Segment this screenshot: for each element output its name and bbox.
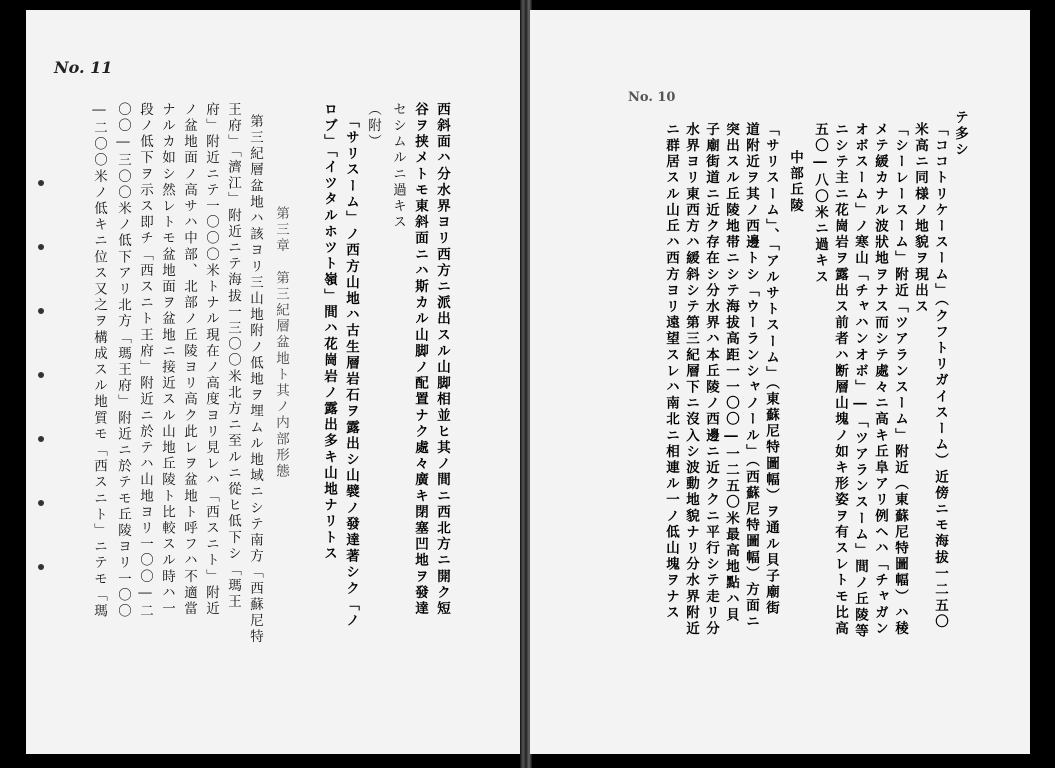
text-column: ―二〇〇米ノ低キニ位ス又之ヲ構成スル地質モ「西スニト」ニテモ「瑪 [91,102,107,620]
text-column: メテ緩カナル波狀地ヲナス而シテ處々ニ高キ丘阜アリ例ヘハ「チャガン [872,122,888,638]
section-heading: 中部丘陵 [787,150,803,215]
text-column: 段ノ低下ヲ示ス即チ「西スニト王府」附近ニ於テハ山地ヨリ一〇〇―二 [137,102,153,620]
text-column: テ多シ [952,110,968,159]
chapter-heading: 第三章 第三紀層盆地ト其ノ内部形態 [273,206,289,480]
text-column: 米高ニ同様ノ地貌ヲ現出ス [912,122,928,316]
text-column: 「ココトリケースーム」（クフトリガイスーム）近傍ニモ海拔一二五〇 [932,122,948,631]
text-column: 道附近ヲ其ノ西邊トシ「ウーランシャノール」（西蘇尼特圖幅）方面ニ [743,122,759,631]
text-column: 王府」「濟江」附近ニテ海拔一三〇〇米北方ニ至ルニ從ヒ低下シ「瑪王 [225,102,241,611]
left-page [26,10,522,754]
text-column: ニシテ主ニ花崗岩ヲ露出ス前者ハ断層山塊ノ如キ形姿ヲ有スレトモ比高 [832,122,848,638]
right-page [530,10,1030,754]
text-column: ノ盆地面ノ高サハ中部、北部ノ丘陵ヨリ高ク此レヲ盆地ト呼フハ不適當 [181,102,197,618]
text-column: 水界ヨリ東西方ハ緩斜シテ第三紀層下ニ沒入シ波動地貌ナリ分水界附近 [683,122,699,638]
text-column: セシムルニ過キス [390,102,406,231]
text-column: 五〇―八〇米ニ過キス [812,122,828,286]
text-column: 谷ヲ挟メトモ東斜面ニハ斯カル山脚ノ配置ナク處々廣キ閉塞凹地ヲ發達 [412,102,428,618]
text-column: ニ群居スル山丘ハ西方ヨリ遠望スレハ南北ニ相連ル一ノ低山塊ヲナス [663,122,679,622]
text-column: 第三紀層盆地ハ該ヨリ三山地附ノ低地ヲ埋ムル地域ニシテ南方「西蘇尼特 [247,114,263,646]
text-column: 突出スル丘陵地帯ニシテ海拔高距一一〇〇―一二五〇米最高地點ハ貝 [723,122,739,624]
text-column: 府」附近ニテ一〇〇〇米トナル現在ノ高度ヨリ見レハ「西スニト」附近 [203,102,219,618]
text-column: 〇〇―三〇〇米ノ低下アリ北方「瑪王府」附近ニ於テモ丘陵ヨリ一〇〇 [115,102,131,620]
text-column: ナルカ如シ然レトモ盆地面ヲ盆地ニ接近スル山地丘陵ト比較スル時ハ一 [159,102,175,618]
text-column: 子廟街道ニ近ク存在シ分水界ハ本丘陵ノ西邊ニ近ククニ平行シテ走リ分 [703,122,719,638]
text-column: 「サリスーム」ノ西方山地ハ古生層岩石ヲ露出シ山襞ノ發達著シク「ノ [343,114,359,630]
text-column: （附） [365,102,381,151]
text-column: 西斜面ハ分水界ヨリ西方ニ派出スル山脚相並ヒ其ノ間ニ西北方ニ開ク短 [434,102,450,618]
text-column: 「シーレースーム」附近「ツアランスーム」附近（東蘇尼特圖幅）ハ稜 [892,122,908,638]
text-column: オボスーム」ノ寒山「チャハンオボ」―「ツアランスーム」間ノ丘陵等 [852,122,868,640]
text-column: ロブ」「イツタルホツト嶺」間ハ花崗岩ノ露出多キ山地ナリトス [321,102,337,563]
text-column: 「サリスーム」、「アルサトスーム」（東蘇尼特圖幅）ヲ通ル貝子廟街 [763,122,779,617]
page-number: No. 10 [628,90,676,105]
binding-holes [38,180,44,600]
page-number: No. 11 [54,58,113,77]
